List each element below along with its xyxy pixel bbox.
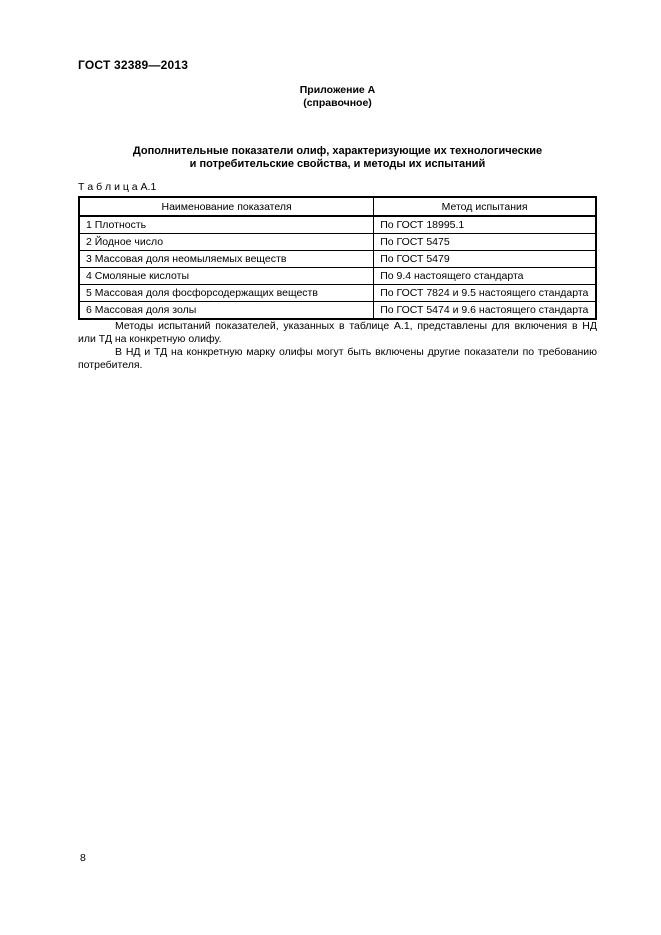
indicator-cell: 3 Массовая доля неомыляемых веществ xyxy=(79,251,374,268)
body-text xyxy=(78,320,597,372)
method-cell: По ГОСТ 5475 xyxy=(374,234,596,251)
page-number: 8 xyxy=(80,852,86,864)
appendix-subtitle: (справочное) xyxy=(303,96,372,109)
section-title-line1: Дополнительные показатели олиф, характеризующие их технологические xyxy=(132,145,543,157)
doc-number: ГОСТ 32389—2013 xyxy=(78,58,189,72)
indicator-cell: 5 Массовая доля фосфорсодержащих веществ xyxy=(79,285,374,302)
table-row xyxy=(79,302,596,320)
col-header-indicator: Наименование показателя xyxy=(79,197,374,216)
paragraph-methods: Методы испытаний показателей, указанных в таблице А.1, представлены для включения в НД или ТД на конкретную олифу. xyxy=(78,320,597,345)
paragraph-nd-td: В НД и ТД на конкретную марку олифы могут быть включены другие показатели по требованию потребителя. xyxy=(78,346,597,371)
table-label: Т а б л и ц а А.1 xyxy=(78,181,157,193)
indicator-cell: 6 Массовая доля золы xyxy=(79,302,374,320)
section-title xyxy=(78,145,597,171)
appendix-title: Приложение А xyxy=(299,84,376,96)
section-title-line2: и потребительские свойства, и методы их испытаний xyxy=(189,158,486,170)
indicator-cell: 1 Плотность xyxy=(79,216,374,234)
indicator-cell: 4 Смоляные кислоты xyxy=(79,268,374,285)
table-row xyxy=(79,234,596,251)
indicators-table xyxy=(78,196,597,320)
col-header-method: Метод испытания xyxy=(374,197,596,216)
method-cell: По ГОСТ 18995.1 xyxy=(374,216,596,234)
indicator-cell: 2 Йодное число xyxy=(79,234,374,251)
table-header-row xyxy=(79,197,596,216)
table-row xyxy=(79,251,596,268)
table-row xyxy=(79,285,596,302)
method-cell: По ГОСТ 5474 и 9.6 настоящего стандарта xyxy=(374,302,596,320)
appendix-heading xyxy=(78,84,597,109)
table-row xyxy=(79,216,596,234)
method-cell: По 9.4 настоящего стандарта xyxy=(374,268,596,285)
method-cell: По ГОСТ 7824 и 9.5 настоящего стандарта xyxy=(374,285,596,302)
table-row xyxy=(79,268,596,285)
method-cell: По ГОСТ 5479 xyxy=(374,251,596,268)
